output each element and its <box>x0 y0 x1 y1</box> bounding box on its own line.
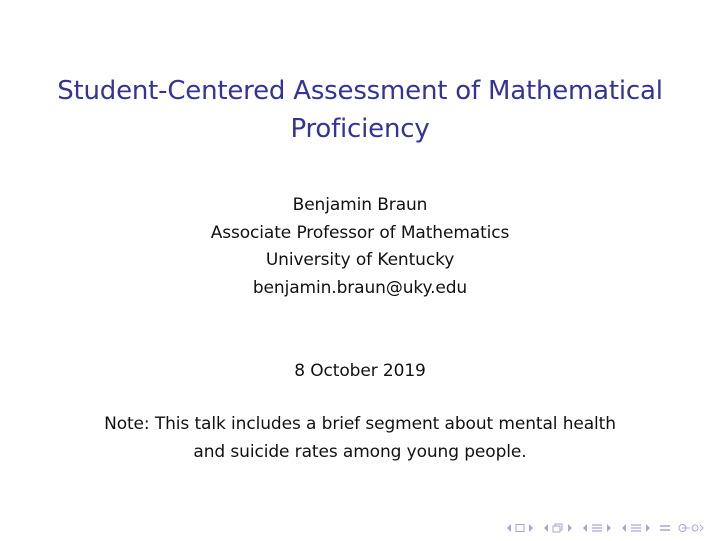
nav-slide-prev-icon[interactable] <box>620 523 628 533</box>
nav-section-prev-icon[interactable] <box>581 523 589 533</box>
nav-section-icon <box>591 523 603 533</box>
title-line-1: Student-Centered Assessment of Mathematical <box>57 76 663 106</box>
nav-section-next-icon[interactable] <box>605 523 613 533</box>
note-block <box>0 411 720 466</box>
nav-frame-icon <box>515 523 525 533</box>
nav-subsection-next-icon[interactable] <box>566 523 574 533</box>
nav-subsection-group <box>542 523 574 533</box>
title-line-2: Proficiency <box>290 114 430 144</box>
nav-search-icon[interactable] <box>678 523 704 533</box>
date-block <box>0 358 720 386</box>
nav-slide-icon <box>630 523 642 533</box>
nav-section-group <box>581 523 613 533</box>
note-line-1: Note: This talk includes a brief segment about mental health <box>104 414 616 434</box>
beamer-navigation-bar <box>505 522 704 534</box>
author-email: benjamin.braun@uky.edu <box>252 277 468 298</box>
author-institution: University of Kentucky <box>265 250 455 270</box>
nav-subsection-prev-icon[interactable] <box>542 523 550 533</box>
nav-align-icon[interactable] <box>659 523 671 533</box>
nav-subsection-icon <box>552 523 564 533</box>
author-name: Benjamin Braun <box>292 195 428 215</box>
author-position: Associate Professor of Mathematics <box>210 222 510 243</box>
note-line-2: and suicide rates among young people. <box>193 441 527 462</box>
slide-title <box>0 72 720 148</box>
talk-date: 8 October 2019 <box>294 361 426 381</box>
nav-slide-group <box>620 523 652 533</box>
nav-frame-next-icon[interactable] <box>527 523 535 533</box>
author-block <box>0 192 720 302</box>
nav-slide-next-icon[interactable] <box>644 523 652 533</box>
nav-frame-prev-icon[interactable] <box>505 523 513 533</box>
nav-frame-group <box>505 523 535 533</box>
